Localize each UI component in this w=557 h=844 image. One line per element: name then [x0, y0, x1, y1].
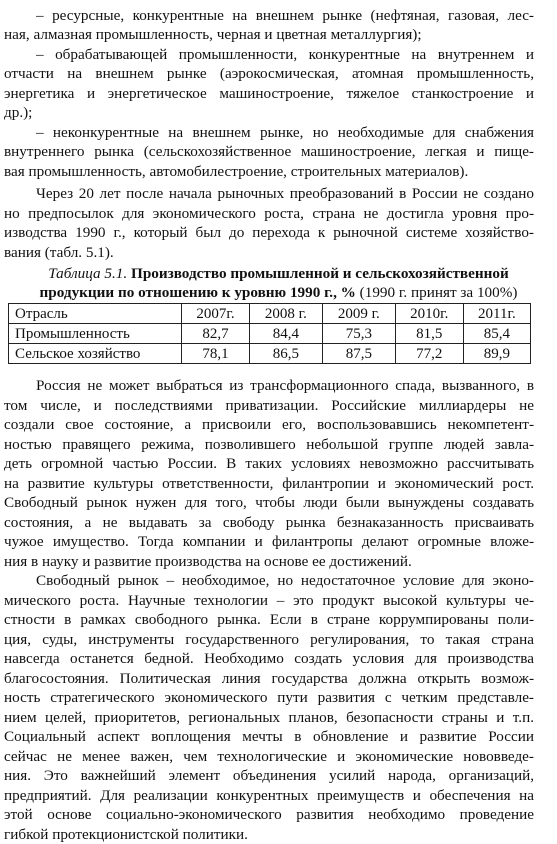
- text-line: ностью правящего режима, позволившего небольшой группе людей завла-: [4, 436, 534, 453]
- table-note: (1990 г. принят за 100%): [359, 284, 518, 301]
- table-cell: 77,2: [395, 344, 463, 364]
- text-line: состояния, а не выдавать за свободу рынка безнаказанность присваивать: [4, 514, 534, 531]
- text-line: этой основе социально-экономического развития необходимо проведение: [4, 806, 534, 823]
- table-cell: 85,4: [463, 324, 530, 344]
- table-title-1: Производство промышленной и сельскохозяйственной: [131, 265, 509, 282]
- text-line: Социальный аспект воплощения мечты в обновление и развитие России: [4, 728, 534, 745]
- table-cell: 82,7: [182, 324, 250, 344]
- text-line: Через 20 лет после начала рыночных преобразований в России не создано: [36, 185, 534, 202]
- text-line: внутреннего рынка (сельскохозяйственное машиностроение, легкая и пище-: [4, 143, 534, 160]
- text-line: – ресурсные, конкурентные на внешнем рынке (нефтяная, газовая, лес-: [36, 7, 534, 24]
- table-cell: 89,9: [463, 344, 530, 364]
- table-cell: 75,3: [322, 324, 395, 344]
- text-line: мического роста. Научные технологии – это продукт высокой культуры че-: [4, 592, 534, 609]
- text-line: но предпосылок для экономического роста, страна не достигла уровня про-: [4, 205, 534, 222]
- text-line: Свободный рынок нужен для того, чтобы люди были вынуждены создавать: [4, 494, 534, 511]
- table-title-2: продукции по отношению к уровню 1990 г., %: [39, 284, 356, 301]
- text-line: изводства 1990 г., который был до перехода к рыночной системе хозяйство-: [4, 224, 534, 241]
- table-caption-line-2: [0, 283, 557, 302]
- text-line: предприятий. Для реализации конкурентных преимуществ и обеспечения на: [4, 787, 534, 804]
- text-line: ная, алмазная промышленность, черная и цветная металлургия);: [4, 26, 422, 43]
- text-line: ния в науку и развитие производства на основе ее достижений.: [4, 553, 412, 570]
- header-cell: 2009 г.: [322, 304, 395, 324]
- text-line: сейчас не менее важен, чем технологические и экономические нововведе-: [4, 748, 534, 765]
- table-cell: 81,5: [395, 324, 463, 344]
- table-cell: Промышленность: [9, 324, 182, 344]
- table-cell: Сельское хозяйство: [9, 344, 182, 364]
- table-cell: 86,5: [249, 344, 322, 364]
- table-row: [9, 324, 531, 344]
- header-cell: 2010г.: [395, 304, 463, 324]
- text-line: вая промышленность, автомобилестроение, строительных материалов).: [4, 163, 469, 180]
- text-line: чужое имущество. Тогда компании и филантропы делают огромные вложе-: [4, 533, 534, 550]
- text-line: вания (табл. 5.1).: [4, 244, 114, 261]
- text-line: создали свое состояние, а присвоили его, воспользовавшись некомпетент-: [4, 416, 534, 433]
- text-line: ния. Это важнейший элемент объединения усилий народа, организаций,: [4, 767, 534, 784]
- table-row: [9, 344, 531, 364]
- production-table: [8, 303, 531, 364]
- text-line: нием целей, приоритетов, региональных планов, безопасности страны и т.п.: [4, 709, 534, 726]
- text-line: благосостояния. Политическая линия государства должна открыть возмож-: [4, 670, 534, 687]
- text-line: – неконкурентные на внешнем рынке, но необходимые для снабжения: [36, 124, 534, 141]
- text-line: навсегда останется бедной. Необходимо создать условия для производства: [4, 650, 534, 667]
- table-cell: 78,1: [182, 344, 250, 364]
- text-line: том числе, и последствиями приватизации. Российские миллиардеры не: [4, 397, 534, 414]
- table-label: Таблица 5.1.: [48, 265, 128, 282]
- text-line: ция, суды, инструменты государственного регулирования, то такая страна: [4, 631, 534, 648]
- text-line: Россия не может выбраться из трансформационного спада, вызванного, в: [36, 377, 534, 394]
- text-line: деть огромной частью России. В таких условиях невозможно рассчитывать: [4, 455, 534, 472]
- text-line: энергетика и энергетическое машиностроение, тяжелое станкостроение и: [4, 85, 534, 102]
- table-caption-line-1: [0, 264, 557, 283]
- text-line: – обрабатывающей промышленности, конкурентные на внутреннем и: [36, 46, 534, 63]
- text-line: др.);: [4, 104, 33, 121]
- table-header-row: [9, 304, 531, 324]
- table-cell: 84,4: [249, 324, 322, 344]
- header-cell: Отрасль: [9, 304, 182, 324]
- text-line: ность стратегического экономического пути развития с четким представле-: [4, 689, 534, 706]
- text-line: на развитие культуры ответственности, филантропии и экономический рост.: [4, 475, 534, 492]
- text-line: отчасти на внешнем рынке (аэрокосмическая, атомная промышленность,: [4, 65, 534, 82]
- header-cell: 2007г.: [182, 304, 250, 324]
- text-line: стности в рамках свободного рынка. Если в стране коррумпированы поли-: [4, 611, 534, 628]
- text-line: Свободный рынок – необходимое, но недостаточное условие для эконо-: [36, 572, 534, 589]
- header-cell: 2011г.: [463, 304, 530, 324]
- header-cell: 2008 г.: [249, 304, 322, 324]
- text-line: гибкой протекционистской политики.: [4, 826, 248, 843]
- table-cell: 87,5: [322, 344, 395, 364]
